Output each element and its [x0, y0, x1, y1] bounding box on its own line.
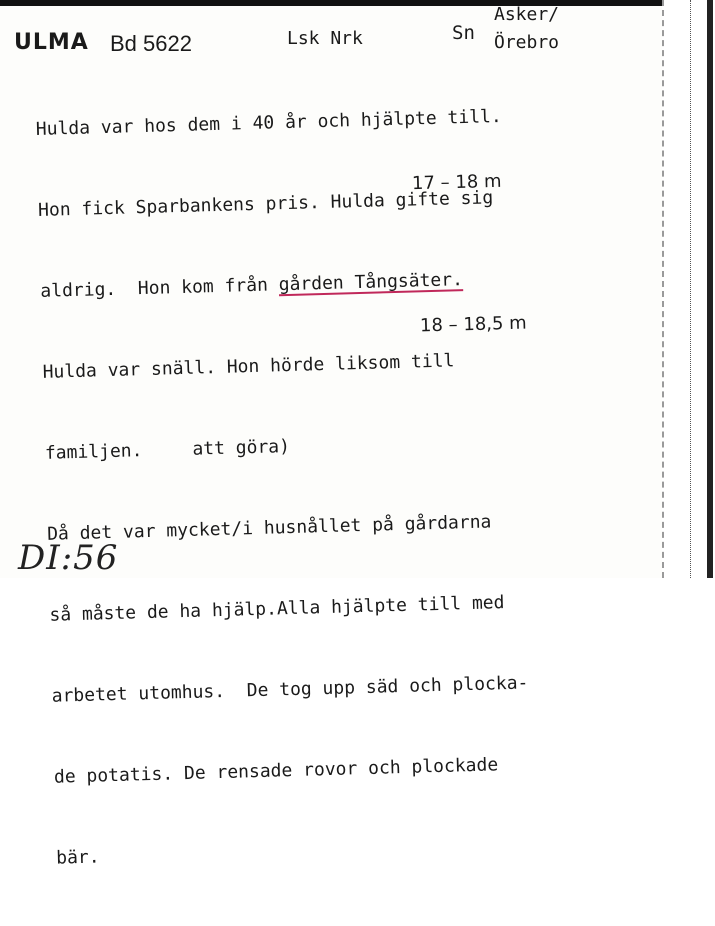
body-line: Då det var mycket/i husnållet på gårdarna	[46, 511, 492, 545]
insert-text: att göra)	[192, 436, 291, 460]
parish-name-line2: Örebro	[494, 32, 560, 53]
archive-label: ULMA	[14, 30, 89, 55]
measurement-2: 18 – 18,5 m	[419, 312, 527, 337]
body-line: bär.	[55, 846, 100, 869]
body-line: de potatis. De rensade rovor och plockade	[53, 754, 499, 788]
handwritten-reference: DI:56	[18, 538, 119, 578]
body-line-text: familjen.	[44, 440, 143, 464]
card-edge-perforation	[690, 0, 695, 578]
province-label: Lsk Nrk	[287, 28, 363, 49]
underlined-place: gården Tångsäter.	[278, 269, 464, 296]
record-number: Bd 5622	[110, 31, 192, 56]
scan-edge	[707, 0, 713, 578]
body-line: Hulda var hos dem i 40 år och hjälpte till.	[35, 105, 502, 140]
body-line	[40, 265, 517, 305]
parish-name-line1: Asker/	[494, 4, 560, 25]
top-border	[0, 0, 713, 6]
body-line: Hon fick Sparbankens pris. Hulda gifte sig	[37, 187, 494, 221]
body-line-text: aldrig. Hon kom från	[40, 274, 280, 302]
body-line: Hulda var snäll. Hon hörde liksom till	[42, 350, 455, 383]
body-line: så måste de ha hjälp.Alla hjälpte till med	[49, 592, 505, 626]
body-line	[45, 427, 522, 467]
parish-label: Sn	[452, 22, 475, 44]
measurement-1: 17 – 18 m	[411, 170, 502, 195]
body-line: arbetet utomhus. De tog upp säd och plocka-	[51, 672, 529, 707]
